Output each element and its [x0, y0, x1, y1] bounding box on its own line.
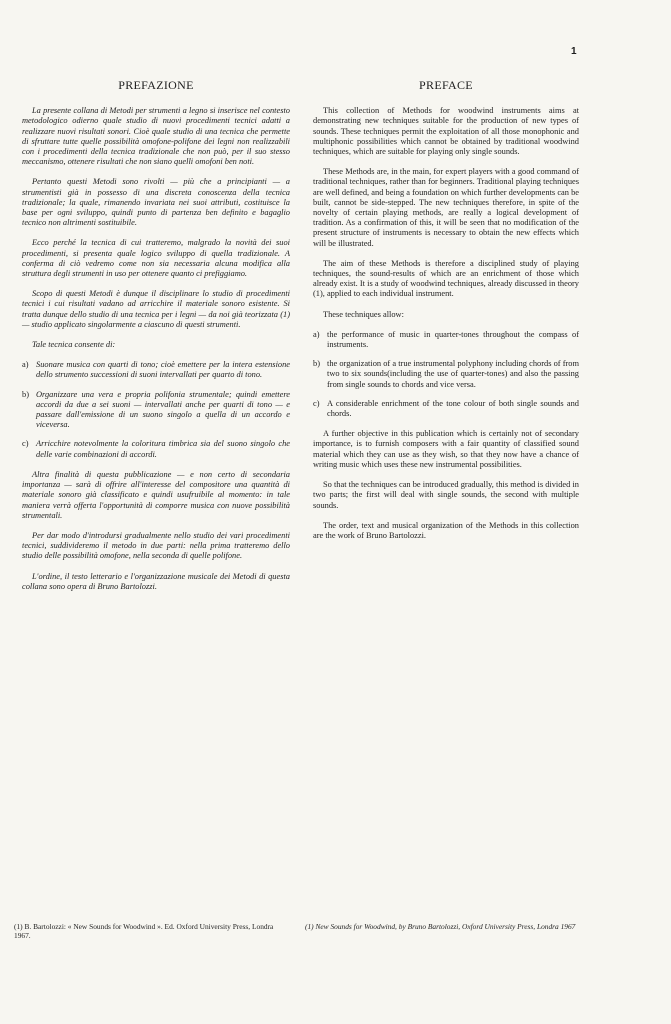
italian-paragraph: Altra finalità di questa pubblicazione — e non certo di secondaria importanza — sarà di offrire all'interesse del compositore una quantità di materiale sonoro già classificato e quindi usufruibile al momento: in tale maniera verrà offerta l'opportunità di comporre musica con nuove possibilità strumentali.	[22, 469, 290, 520]
english-paragraph: A further objective in this publication which is certainly not of secondary importance, is to furnish composers with a fair quantity of classified sound material which they can use as they wish, so that they now have a chance of writing music which uses these new instrumental possibilities.	[313, 429, 579, 469]
english-paragraph: This collection of Methods for woodwind instruments aims at demonstrating new techniques suitable for the production of new types of sounds. These techniques permit the exploitation of all those monophonic and multiphonic possibilities which cannot be obtained by traditional woodwind techniques, which are suitable for playing only single sounds.	[313, 106, 579, 157]
list-item-text: the performance of music in quarter-tones throughout the compass of instruments.	[327, 329, 579, 350]
english-paragraph: The aim of these Methods is therefore a disciplined study of playing techniques, the sound-results of which are an enrichment of those which already exist. It is a study of woodwind techniques, already discussed in theory (1), applied to each individual instrument.	[313, 258, 579, 299]
english-paragraph: These techniques allow:	[323, 309, 404, 319]
list-item-text: Organizzare una vera e propria polifonia strumentale; quindi emettere accordi da due a sei suoni — intervallati anche per quarti di tono — e passare dall'emissione di un suono singolo a quella di un accordo e viceversa.	[36, 389, 290, 430]
italian-footnote: (1) B. Bartolozzi: « New Sounds for Woodwind ». Ed. Oxford University Press, Londra 1967.	[14, 922, 274, 941]
list-item	[313, 399, 579, 419]
italian-column	[22, 80, 290, 602]
italian-paragraph: Tale tecnica consente di:	[32, 340, 116, 350]
list-item-text: the organization of a true instrumental polyphony including chords of from two to six sounds(including the use of quarter-tones) and also the passing from single sounds to chords and vice versa.	[327, 359, 579, 389]
english-title: PREFACE	[419, 78, 473, 92]
list-marker: a)	[313, 329, 320, 339]
english-footnote: (1) New Sounds for Woodwind, by Bruno Bartolozzi, Oxford University Press, Londra 1967	[305, 922, 576, 931]
english-paragraphs-a	[313, 106, 579, 320]
italian-paragraphs-a	[22, 106, 290, 350]
list-marker: b)	[313, 359, 320, 369]
list-marker: c)	[22, 439, 29, 449]
italian-paragraph: Pertanto questi Metodi sono rivolti — più che a principianti — a strumentisti già in possesso di una discreta conoscenza della tecnica tradizionale; la quale, rimanendo invariata nei suoi attributi, costituisce la base per ogni sviluppo, quindi punto di partenza ben definito e bagaglio tecnico non altrimenti sostituibile.	[22, 177, 290, 228]
list-item-text: A considerable enrichment of the tone colour of both single sounds and chords.	[327, 398, 579, 419]
italian-title: PREFAZIONE	[118, 78, 194, 92]
italian-paragraph: Per dar modo d'introdursi gradualmente nello studio dei vari procedimenti tecnici, suddivideremo il metodo in due parti: nella prima tratteremo dello studio delle possibilità omofone, nella seconda di quelle polifone.	[22, 530, 290, 561]
list-item	[22, 439, 290, 459]
english-list	[313, 330, 579, 419]
list-item	[313, 330, 579, 350]
italian-list	[22, 360, 290, 460]
english-paragraph: The order, text and musical organization of the Methods in this collection are the work of Bruno Bartolozzi.	[313, 520, 579, 540]
italian-paragraphs-b	[22, 470, 290, 592]
english-paragraphs-b	[313, 429, 579, 541]
list-item	[22, 390, 290, 431]
italian-paragraph: Ecco perché la tecnica di cui tratteremo, malgrado la novità dei suoi procedimenti, si presenta quale logico sviluppo di quella tradizionale. A conferma di ciò vedremo come non sia necessaria alcuna modifica alla struttura degli strumenti in uso per ottenere quanto ci prefiggiamo.	[22, 238, 290, 279]
italian-paragraph: L'ordine, il testo letterario e l'organizzazione musicale dei Metodi di questa collana sono opera di Bruno Bartolozzi.	[22, 571, 290, 591]
italian-paragraph: Scopo di questi Metodi è dunque il disciplinare lo studio di procedimenti tecnici i cui risultati vadano ad arricchire il materiale sonoro esistente. Si tratta dunque dello studio di una tecnica per i legni — da noi già teorizzata (1) — studio applicato singolarmente a ciascuno di questi strumenti.	[22, 289, 290, 329]
english-paragraph: So that the techniques can be introduced gradually, this method is divided in two parts; the first will deal with single sounds, the second with multiple sounds.	[313, 480, 579, 510]
list-marker: a)	[22, 360, 29, 370]
english-column	[313, 80, 579, 551]
list-item-text: Suonare musica con quarti di tono; cioè emettere per la intera estensione dello strumento successioni di suoni intervallati per quarto di tono.	[36, 360, 290, 380]
page-number: 1	[571, 46, 577, 57]
list-item	[313, 359, 579, 390]
list-marker: c)	[313, 398, 320, 408]
list-marker: b)	[22, 389, 29, 399]
list-item	[22, 360, 290, 380]
english-paragraph: These Methods are, in the main, for expert players with a good command of traditional techniques, rather than for beginners. Traditional playing techniques are well defined, and being a foundation on which further developments can be built, cannot be side-stepped. The new techniques therefore, in spite of the novelty of certain playing methods, are really a logical development of tradition. As a confirmation of this, it will be seen that no modification of the present structure of instruments is necessary to obtain the new effects which will be illustrated.	[313, 167, 579, 248]
list-item-text: Arricchire notevolmente la coloritura timbrica sia del suono singolo che delle varie combinazioni di accordi.	[36, 439, 290, 459]
italian-paragraph: La presente collana di Metodi per strumenti a legno si inserisce nel contesto metodologico odierno quale studio di nuovi procedimenti tecnici adatti a realizzare nuovi risultati sonori. Cioè quale studio di una tecnica che permette di sfruttare tutte quelle possibilità omofone-polifone dei legni non realizzabili con i procedimenti della tecnica tradizionale che non può, per il suo stesso meccanismo, ottenere risultati che non siano quelli omofoni ben noti.	[22, 106, 290, 167]
